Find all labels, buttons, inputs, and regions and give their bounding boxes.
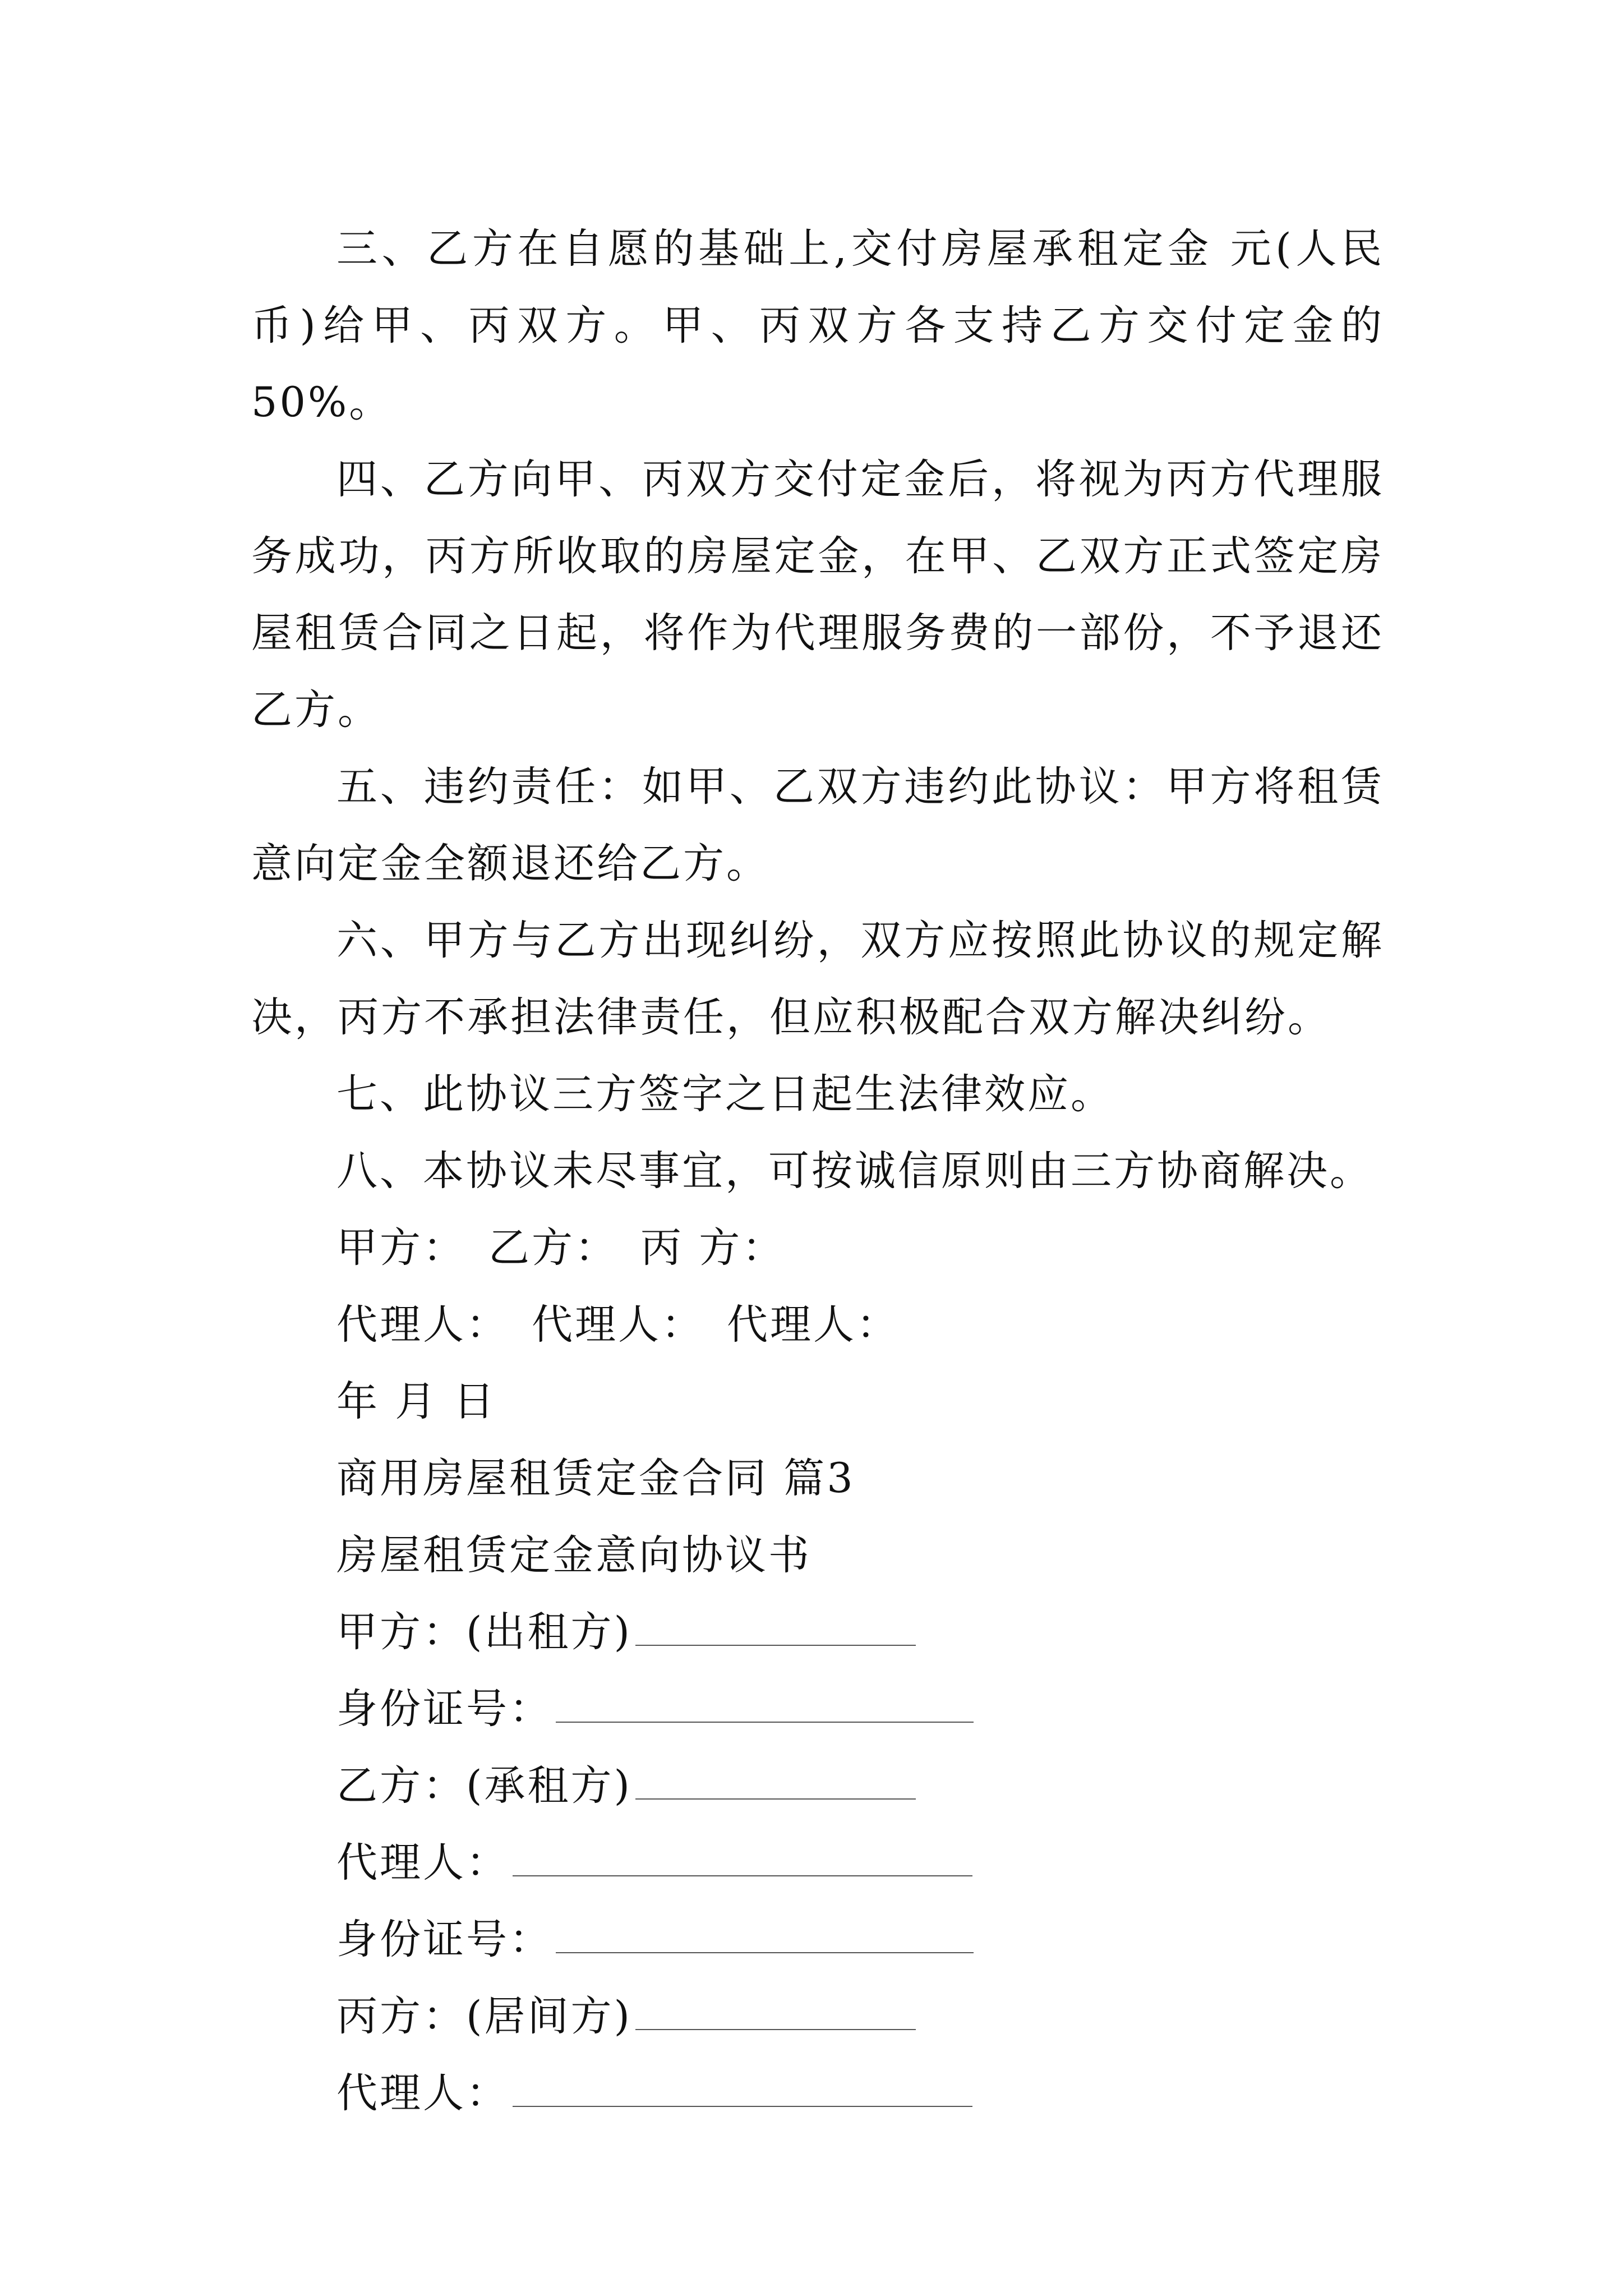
blank-line[interactable] (635, 2001, 916, 2030)
form-field-label: 代理人： (336, 2069, 509, 2117)
form-field-party-b (251, 1747, 1384, 1824)
party-b-label: 乙方： (488, 1224, 618, 1272)
agent-c-label: 代理人： (727, 1301, 900, 1349)
clause-7: 七、此协议三方签字之日起生法律效应。 (336, 1070, 1114, 1118)
clause-6: 六、甲方与乙方出现纠纷，双方应按照此协议的规定解决，丙方不承担法律责任，但应积极配合双方解决纠纷。 (251, 917, 1384, 1041)
party-a-label: 甲方： (336, 1224, 466, 1272)
signature-date: 年 月 日 (336, 1378, 497, 1425)
form-field-agent-c (251, 2055, 1384, 2132)
blank-line[interactable] (513, 1847, 972, 1876)
form-field-party-c (251, 1978, 1384, 2055)
signature-agents-row (251, 1286, 1384, 1363)
blank-line[interactable] (635, 1770, 916, 1800)
blank-line[interactable] (556, 1694, 974, 1723)
form-field-label: 甲方：(出租方) (336, 1608, 632, 1656)
form-field-label: 代理人： (336, 1839, 509, 1887)
form-field-id-b (251, 1901, 1384, 1978)
blank-line[interactable] (635, 1617, 916, 1646)
form-field-label: 身份证号： (336, 1685, 552, 1733)
agent-a-label: 代理人： (336, 1301, 509, 1349)
clause-3: 三、乙方在自愿的基础上,交付房屋承租定金 元(人民币)给甲、丙双方。甲、丙双方各支持乙方交付定金的50%。 (251, 225, 1384, 426)
party-c-label: 丙 方： (640, 1224, 786, 1272)
form-field-party-a (251, 1594, 1384, 1671)
form-field-label: 身份证号： (336, 1916, 552, 1963)
agreement-title: 房屋租赁定金意向协议书 (336, 1531, 811, 1579)
form-field-label: 丙方：(居间方) (336, 1993, 632, 2040)
blank-line[interactable] (513, 2078, 972, 2107)
blank-line[interactable] (556, 1924, 974, 1953)
agent-b-label: 代理人： (532, 1301, 704, 1349)
document-body (251, 210, 1384, 2132)
clause-4: 四、乙方向甲、丙双方交付定金后，将视为丙方代理服务成功，丙方所收取的房屋定金，在甲、乙双方正式签定房屋租赁合同之日起，将作为代理服务费的一部份，不予退还乙方。 (251, 455, 1384, 734)
form-field-agent-b (251, 1824, 1384, 1901)
form-field-id-a (251, 1671, 1384, 1747)
signature-parties-row (251, 1209, 1384, 1286)
form-field-label: 乙方：(承租方) (336, 1762, 632, 1810)
clause-5: 五、违约责任：如甲、乙双方违约此协议：甲方将租赁意向定金全额退还给乙方。 (251, 763, 1384, 887)
clause-8: 八、本协议未尽事宜，可按诚信原则由三方协商解决。 (336, 1147, 1373, 1195)
section-heading: 商用房屋租赁定金合同 篇3 (336, 1455, 855, 1502)
